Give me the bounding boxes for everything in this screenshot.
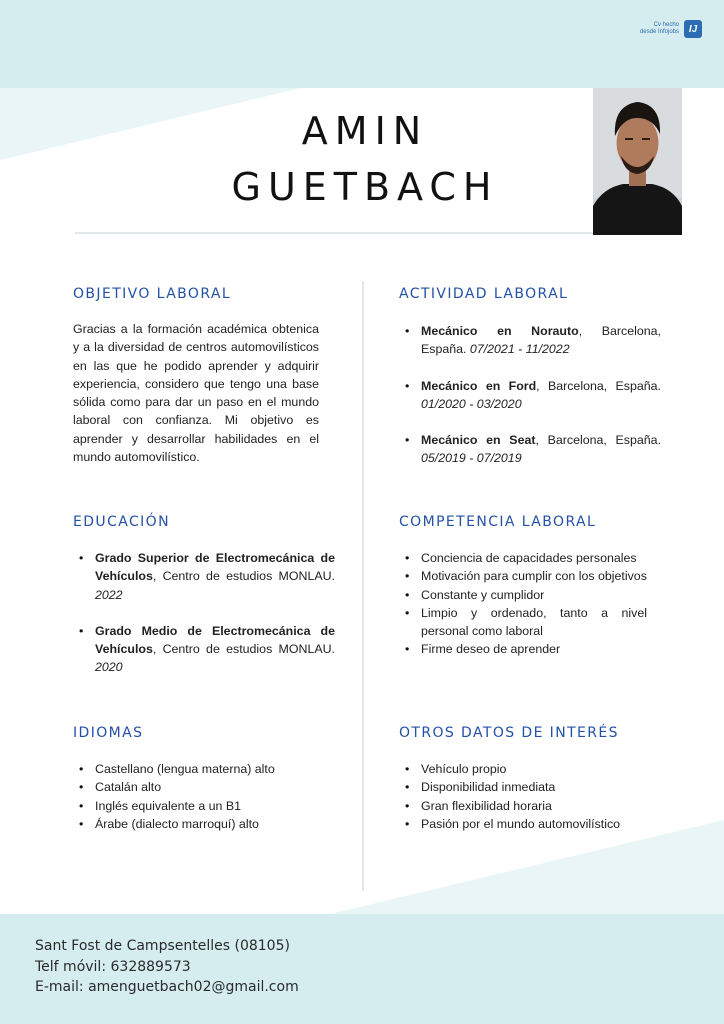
list-item: • Inglés equivalente a un B1 xyxy=(73,797,335,815)
infojobs-logo-icon: IJ xyxy=(684,20,702,38)
objetivo-title: OBJETIVO LABORAL xyxy=(73,286,232,302)
list-item: • Firme deseo de aprender xyxy=(399,640,647,658)
column-divider xyxy=(362,281,364,891)
list-item: • Árabe (dialecto marroquí) alto xyxy=(73,815,335,833)
last-name: GUETBACH xyxy=(231,165,499,209)
list-item: • Gran flexibilidad horaria xyxy=(399,797,661,815)
list-item: • Pasión por el mundo automovilístico xyxy=(399,815,661,833)
actividad-list xyxy=(399,322,661,486)
educacion-title: EDUCACIÓN xyxy=(73,514,170,530)
infojobs-brand xyxy=(640,20,702,38)
list-item: • Mecánico en Ford, Barcelona, España. 01/2020 - 03/2020 xyxy=(399,377,661,414)
list-item: • Disponibilidad inmediata xyxy=(399,778,661,796)
list-item: • Conciencia de capacidades personales xyxy=(399,549,647,567)
list-item: • Mecánico en Norauto, Barcelona, España. 07/2021 - 11/2022 xyxy=(399,322,661,359)
otros-list xyxy=(399,760,661,833)
actividad-title: ACTIVIDAD LABORAL xyxy=(399,286,569,302)
competencia-title: COMPETENCIA LABORAL xyxy=(399,514,597,530)
list-item: • Vehículo propio xyxy=(399,760,661,778)
list-item: • Catalán alto xyxy=(73,778,335,796)
contact-email: E-mail: amenguetbach02@gmail.com xyxy=(35,979,299,995)
list-item: • Grado Medio de Electromecánica de Vehículos, Centro de estudios MONLAU. 2020 xyxy=(73,622,335,677)
list-item: • Mecánico en Seat, Barcelona, España. 05/2019 - 07/2019 xyxy=(399,431,661,468)
list-item: • Limpio y ordenado, tanto a nivel personal como laboral xyxy=(399,604,647,641)
otros-title: OTROS DATOS DE INTERÉS xyxy=(399,725,619,741)
list-item: • Grado Superior de Electromecánica de Vehículos, Centro de estudios MONLAU. 2022 xyxy=(73,549,335,604)
educacion-list xyxy=(73,549,335,695)
email-link[interactable]: amenguetbach02@gmail.com xyxy=(88,979,299,995)
brand-text: Cv hecho desde Infojobs xyxy=(639,22,679,35)
profile-photo xyxy=(593,88,682,235)
header-divider xyxy=(75,232,593,234)
contact-address: Sant Fost de Campsentelles (08105) xyxy=(35,938,290,954)
first-name: AMIN xyxy=(301,109,429,153)
idiomas-title: IDIOMAS xyxy=(73,725,144,741)
contact-phone: Telf móvil: 632889573 xyxy=(35,959,191,975)
phone-number[interactable]: 632889573 xyxy=(110,959,191,975)
list-item: • Castellano (lengua materna) alto xyxy=(73,760,335,778)
list-item: • Motivación para cumplir con los objetivos xyxy=(399,567,647,585)
objetivo-text: Gracias a la formación académica obtenica y a la diversidad de centros automovilísticos en las que he podido aprender y adquirir experiencia, considero que tengo una base sólida como para dar un paso en el mundo laboral con confianza. Mi objetivo es aprender y desarrollar habilidades en el mundo automovilístico. xyxy=(73,322,319,465)
idiomas-list xyxy=(73,760,335,833)
list-item: • Constante y cumplidor xyxy=(399,586,647,604)
competencia-list xyxy=(399,549,647,659)
